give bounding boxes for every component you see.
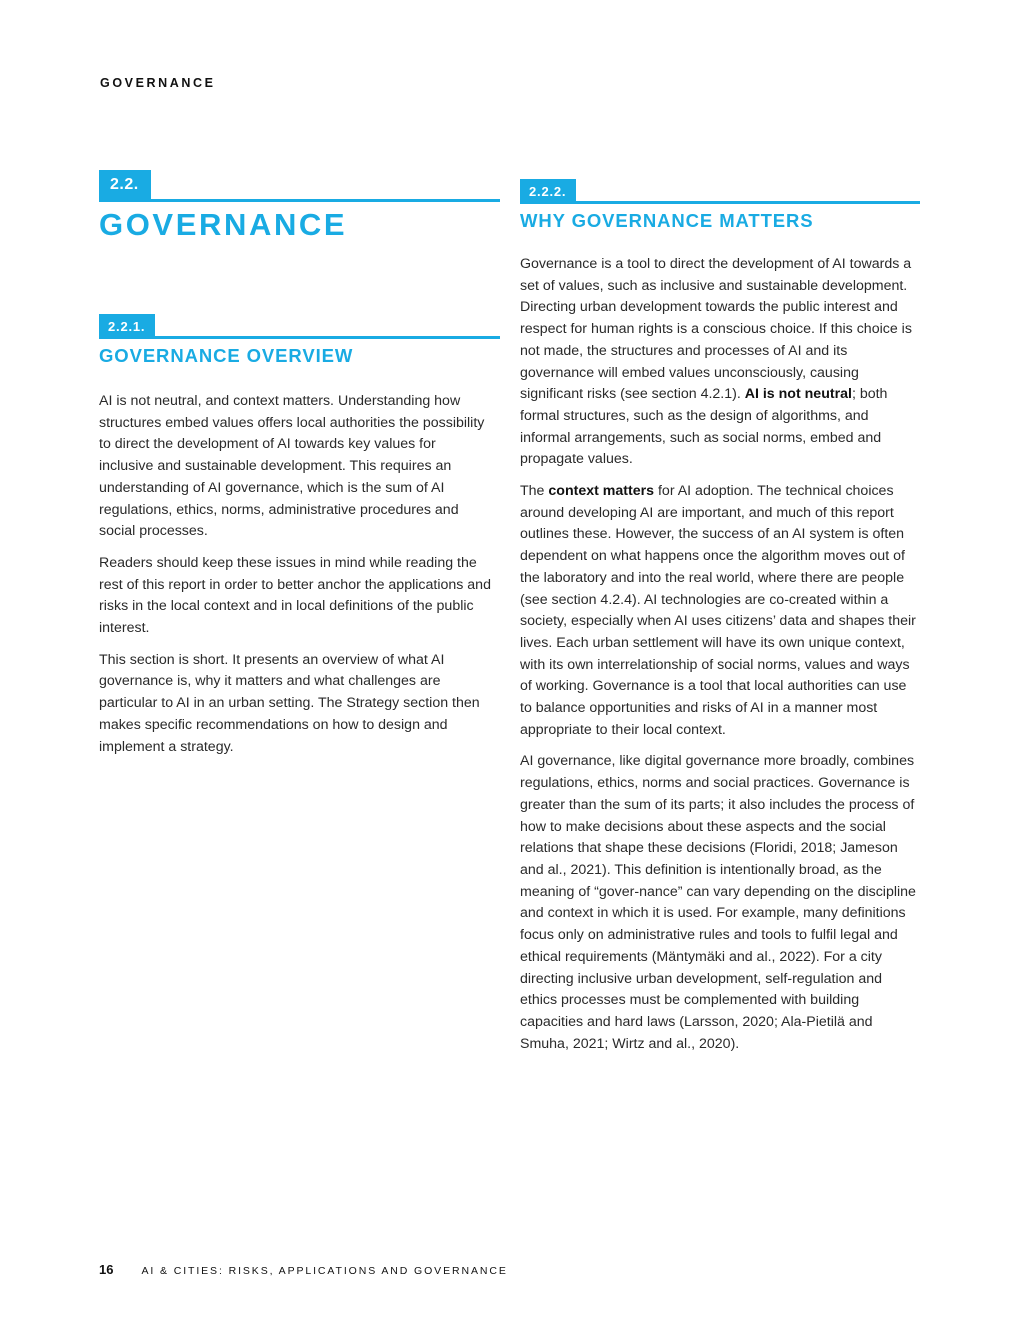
report-title: AI & CITIES: RISKS, APPLICATIONS AND GOVERNANCE [141, 1265, 508, 1277]
text-run: ; both formal structures, such as the design of algorithms, and informal arrangements, such as social norms, embed and propagate values. [520, 386, 888, 468]
text-run: Governance is a tool to direct the development of AI towards a set of values, such as inclusive and sustainable development. Directing urban development towards the public interest and respect for human rights is a conscious choice. If this choice is not made, the structures and processes of AI and its governance will embed values unconsciously, causing significant risks (see section 4.2.1). [520, 256, 912, 403]
section-title: WHY GOVERNANCE MATTERS [520, 210, 814, 231]
chapter-rule [99, 199, 500, 202]
bold-phrase: AI is not neutral [744, 386, 852, 403]
right-body [520, 254, 920, 1055]
paragraph: AI governance, like digital governance more broadly, combines regulations, ethics, norms and social practices. Governance is greater than the sum of its parts; it also includes the process of how to make decisions about these aspects and the social relations that shape these decisions (Floridi, 2018; Jameson and al., 2021). This definition is intentionally broad, as the meaning of “gover-nance” can vary depending on the discipline and context in which it is used. For example, many definitions focus only on administrative rules and tools to fulfil legal and ethical requirements (Mäntymäki and al., 2022). For a city directing inclusive urban development, self-regulation and ethics processes must be complemented with building capacities and hard laws (Larsson, 2020; Ala-Pietilä and Smuha, 2021; Wirtz and al., 2020). [520, 753, 916, 1052]
paragraph [520, 481, 920, 741]
section-number-row [99, 314, 500, 339]
section-number-row [520, 179, 920, 204]
text-run: for AI adoption. The technical choices around developing AI are important, and much of this report outlines these. However, the success of an AI system is often dependent on what happens once the algorithm moves out of the laboratory and into the real world, where there are people (see section 4.2.4). AI technologies are co-created within a society, especially when AI uses citizens’ data and shapes their lives. Each urban settlement will have its own unique context, with its own interrelationship of social norms, values and ways of working. Governance is a tool that local authorities can use to balance opportunities and risks of AI in a manner most appropriate to their local context. [520, 483, 916, 738]
section-title: GOVERNANCE OVERVIEW [99, 345, 354, 366]
paragraph: AI is not neutral, and context matters. Understanding how structures embed values offers local authorities the possibility to direct the development of AI towards key values for inclusive and sustainable development. This requires an understanding of AI governance, which is the sum of AI regulations, ethics, norms, administrative procedures and social processes. [99, 393, 485, 540]
paragraph: This section is short. It presents an overview of what AI governance is, why it matters and what challenges are particular to AI in an urban setting. The Strategy section then makes specific recommendations on how to design and implement a strategy. [99, 651, 480, 755]
bold-phrase: context matters [548, 483, 655, 500]
section-rule [99, 336, 500, 339]
left-body [99, 391, 500, 758]
right-column [520, 179, 920, 1065]
page-footer [99, 1262, 508, 1277]
chapter-number-row [99, 170, 500, 202]
running-head: GOVERNANCE [100, 76, 216, 90]
section-number: 2.2.1. [99, 314, 155, 336]
chapter-number: 2.2. [99, 170, 151, 199]
page-number: 16 [99, 1262, 114, 1277]
section-rule [520, 201, 920, 204]
paragraph [520, 254, 920, 471]
left-column [99, 170, 500, 768]
paragraph: Readers should keep these issues in mind while reading the rest of this report in order to better anchor the applications and risks in the local context and in local definitions of the public interest. [99, 554, 491, 637]
section-number: 2.2.2. [520, 179, 576, 201]
chapter-title: GOVERNANCE [99, 207, 348, 242]
text-run: The [520, 483, 549, 500]
